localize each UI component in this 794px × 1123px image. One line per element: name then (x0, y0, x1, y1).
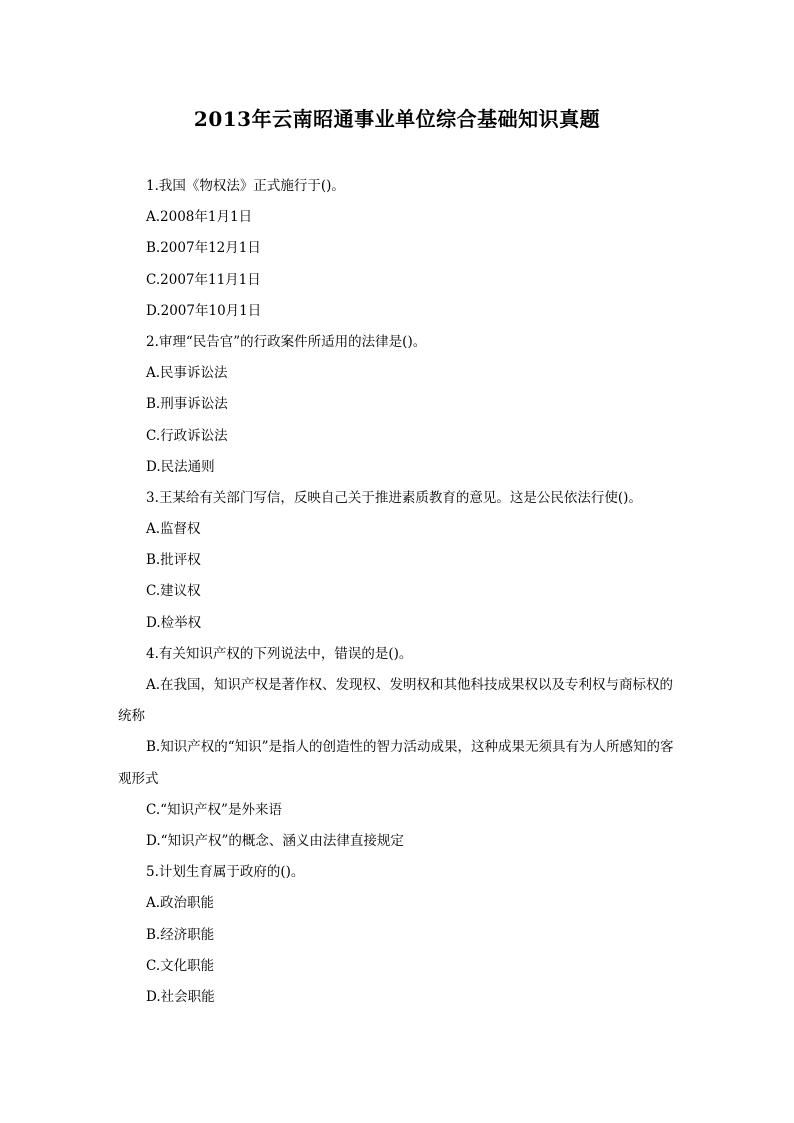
question-2-option-b: B.刑事诉讼法 (146, 396, 228, 413)
question-3-option-a: A.监督权 (146, 521, 201, 538)
question-1-option-b: B.2007年12月1日 (146, 240, 261, 257)
question-1-option-d: D.2007年10月1日 (146, 302, 262, 319)
question-5-option-d: D.社会职能 (146, 988, 215, 1005)
question-3-option-b: B.批评权 (146, 552, 201, 569)
question-2-option-a: A.民事诉讼法 (146, 365, 228, 382)
question-1: 1.我国《物权法》正式施行于()。 (146, 178, 345, 194)
question-4-option-c: C.“知识产权”是外来语 (146, 801, 282, 818)
document-body (118, 171, 678, 1013)
question-3-option-d: D.检举权 (146, 614, 202, 631)
question-3: 3.王某给有关部门写信，反映自己关于推进素质教育的意见。这是公民依法行使()。 (146, 489, 642, 506)
question-2-option-c: C.行政诉讼法 (146, 427, 228, 444)
question-2: 2.审理“民告官”的行政案件所适用的法律是()。 (146, 333, 427, 350)
question-4-option-a: A.在我国，知识产权是著作权、发现权、发明权和其他科技成果权以及专利权与商标权的统称 (118, 677, 674, 725)
question-5-option-a: A.政治职能 (146, 895, 215, 912)
question-4-option-b: B.知识产权的“知识”是指人的创造性的智力活动成果，这种成果无须具有为人所感知的客观形式 (118, 739, 674, 787)
question-1-option-c: C.2007年11月1日 (146, 271, 261, 288)
question-3-option-c: C.建议权 (146, 583, 201, 600)
question-5-option-c: C.文化职能 (146, 957, 215, 974)
question-5: 5.计划生育属于政府的()。 (146, 864, 305, 881)
question-4: 4.有关知识产权的下列说法中，错误的是()。 (146, 645, 413, 662)
document-title: 2013年云南昭通事业单位综合基础知识真题 (193, 107, 601, 131)
question-1-option-a: A.2008年1月1日 (146, 209, 253, 226)
question-5-option-b: B.经济职能 (146, 926, 215, 943)
question-2-option-d: D.民法通则 (146, 458, 215, 475)
question-4-option-d: D.“知识产权”的概念、涵义由法律直接规定 (146, 833, 404, 849)
